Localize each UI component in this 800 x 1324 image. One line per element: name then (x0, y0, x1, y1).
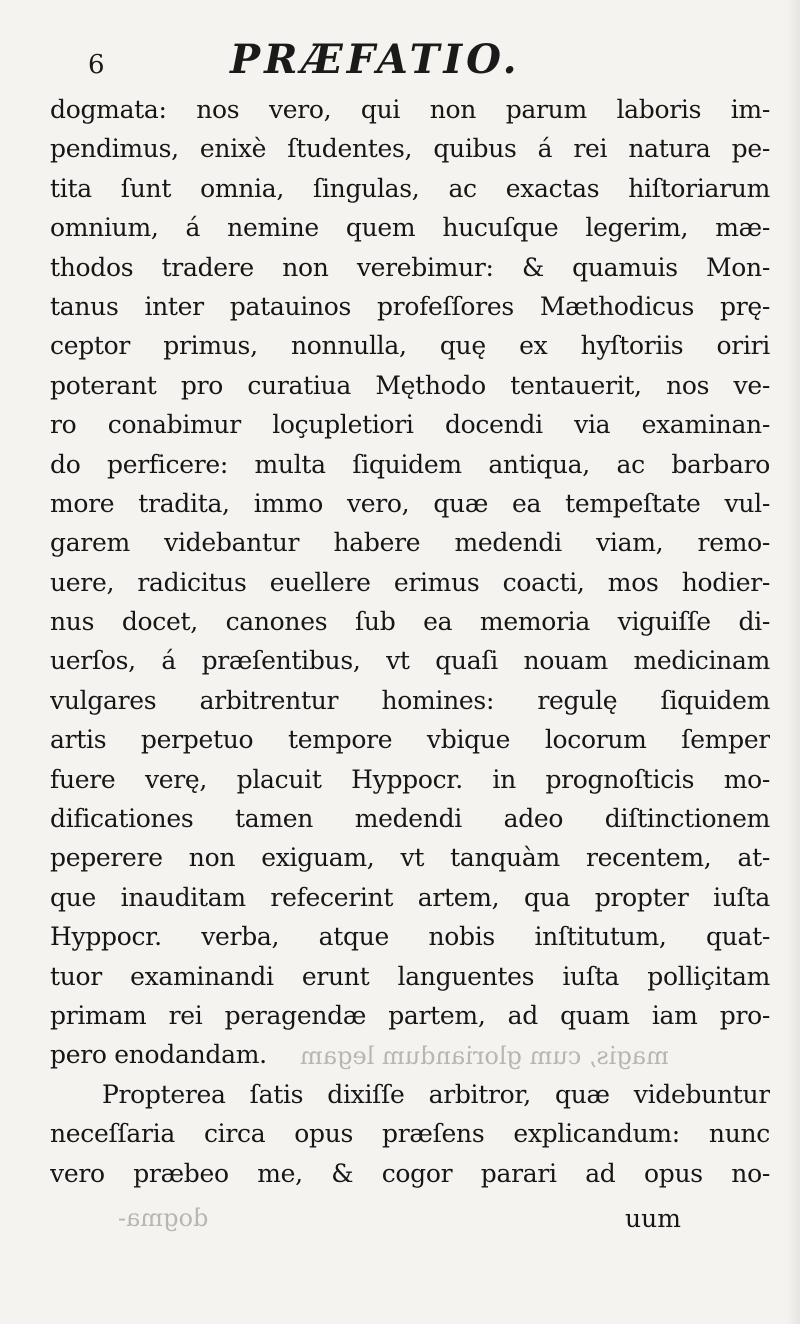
text-line: tanus inter patauinos profeſſores Mæthodicus prę- (50, 291, 770, 321)
paper-edge-shadow (786, 0, 800, 1324)
text-line: garem videbantur habere medendi viam, remo- (50, 528, 770, 558)
text-line: artis perpetuo tempore vbique locorum ſemper (50, 725, 770, 755)
text-line: dificationes tamen medendi adeo diſtinctionem (50, 804, 770, 834)
text-line: primam rei peragendæ partem, ad quam iam pro- (50, 1000, 770, 1030)
text-line: more tradita, immo vero, quæ ea tempeſtate vul- (50, 488, 770, 518)
text-line: tuor examinandi erunt languentes iuſta polliçitam (50, 961, 770, 991)
text-line: que inauditam refecerint artem, qua propter iuſta (50, 882, 770, 912)
catchword: uum (625, 1204, 681, 1233)
text-line: pero enodandam. (50, 1040, 267, 1070)
text-line: vero præbeo me, & cogor parari ad opus no- (50, 1158, 770, 1188)
text-line: uerſos, á præſentibus, vt quaſi nouam medicinam (50, 646, 770, 676)
text-line: Hyppocr. verba, atque nobis inſtitutum, quat- (50, 922, 770, 952)
text-line: Propterea ſatis dixiſſe arbitror, quæ videbuntur (102, 1079, 770, 1109)
text-line: ro conabimur loçupletiori docendi via examinan- (50, 410, 770, 440)
show-through-text: magis, cum gloriandum legam (300, 1042, 669, 1070)
text-line: do perficere: multa ſiquidem antiqua, ac barbaro (50, 449, 770, 479)
running-title: PRÆFATIO. (230, 36, 521, 83)
text-line: pendimus, enixè ſtudentes, quibus á rei natura pe- (50, 134, 770, 164)
text-line: poterant pro curatiua Męthodo tentauerit, nos ve- (50, 370, 770, 400)
show-through-text: dogma- (118, 1204, 209, 1232)
page-header (0, 30, 800, 90)
text-line: ceptor primus, nonnulla, quę ex hyſtoriis oriri (50, 331, 770, 361)
text-line: nus docet, canones ſub ea memoria viguiſſe di- (50, 607, 770, 637)
text-line: uere, radicitus euellere erimus coacti, mos hodier- (50, 567, 770, 597)
text-line: thodos tradere non verebimur: & quamuis Mon- (50, 252, 770, 282)
text-line: dogmata: nos vero, qui non parum laboris im- (50, 95, 770, 124)
text-line: tita ſunt omnia, ſingulas, ac exactas hiſtoriarum (50, 173, 770, 203)
text-line: vulgares arbitrentur homines: regulę ſiquidem (50, 685, 770, 715)
page-number: 6 (88, 50, 105, 80)
text-line: neceſſaria circa opus præſens explicandum: nunc (50, 1119, 770, 1149)
text-line: peperere non exiguam, vt tanquàm recentem, at- (50, 843, 770, 873)
text-line: omnium, á nemine quem hucuſque legerim, mæ- (50, 213, 770, 243)
text-line: fuere verę, placuit Hyppocr. in prognoſticis mo- (50, 764, 770, 794)
body-text (50, 90, 770, 1193)
